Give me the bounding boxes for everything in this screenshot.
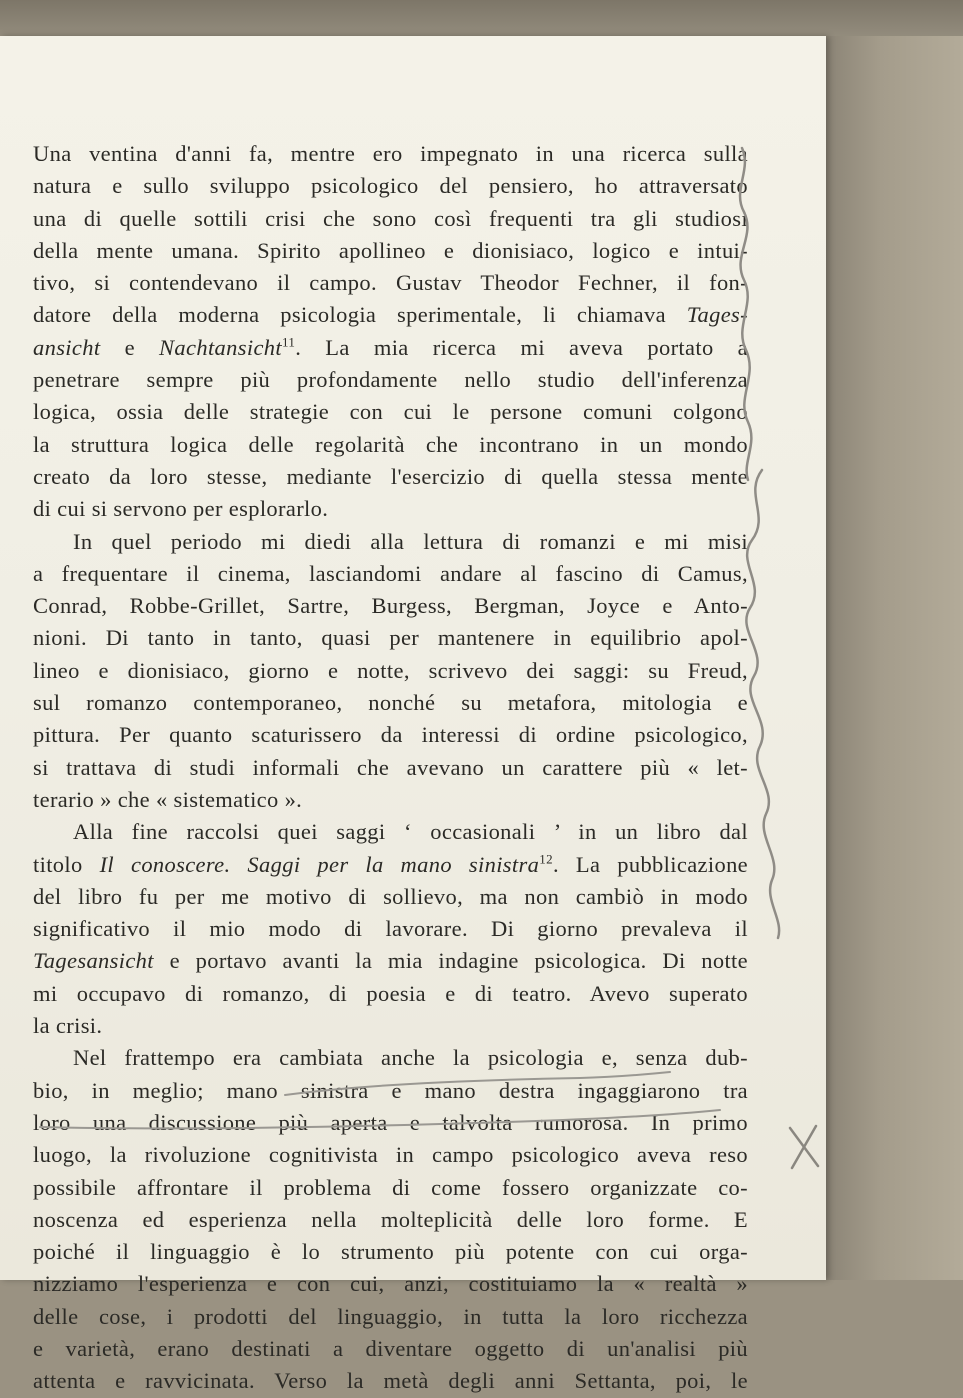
paragraph-3 <box>33 816 748 1042</box>
text-line: delle cose, i prodotti del linguaggio, in tutta la loro ricchezza <box>33 1303 748 1329</box>
text-segment: datore della moderna psicologia sperimentale, li chiamava <box>33 302 666 328</box>
text-line <box>33 849 748 881</box>
footnote-ref: 12 <box>539 851 553 867</box>
text-line <box>33 945 748 977</box>
italic-term: ansicht <box>33 334 101 360</box>
text-line: terario » che « sistematico ». <box>33 786 303 812</box>
text-line: mi occupavo di romanzo, di poesia e di teatro. Avevo superato <box>33 980 748 1006</box>
text-line: di cui si servono per esplorarlo. <box>33 496 329 522</box>
italic-term: Tages- <box>686 302 748 328</box>
text-line: si trattava di studi informali che avevano un carattere più « let- <box>33 754 748 780</box>
text-segment: e <box>124 334 135 360</box>
text-line: Conrad, Robbe-Grillet, Sartre, Burgess, Bergman, Joyce e Anto- <box>33 593 748 619</box>
text-line: sul romanzo contemporaneo, nonché su metafora, mitologia e <box>33 690 748 716</box>
text-line: del libro fu per me motivo di sollievo, ma non cambiò in modo <box>33 883 748 909</box>
background-top <box>0 0 963 40</box>
text-line: nizziamo l'esperienza e con cui, anzi, costituiamo la « realtà » <box>33 1271 748 1297</box>
italic-term: Nachtansicht <box>159 334 282 360</box>
text-line: creato da loro stesse, mediante l'esercizio di quella stessa mente <box>33 463 748 489</box>
text-line: la crisi. <box>33 1013 103 1039</box>
footnote-ref: 11 <box>282 334 296 350</box>
page-edge <box>826 36 963 1280</box>
text-line: Una ventina d'anni fa, mentre ero impegnato in una ricerca sulla <box>33 141 748 166</box>
text-line: lineo e dionisiaco, giorno e notte, scrivevo dei saggi: su Freud, <box>33 657 748 683</box>
book-title: Il conoscere. Saggi per la mano sinistra <box>99 851 540 877</box>
text-line: logica, ossia delle strategie con cui le persone comuni colgono <box>33 399 748 425</box>
text-line: possibile affrontare il problema di come fossero organizzate co- <box>33 1174 748 1200</box>
text-line <box>33 332 748 364</box>
paragraph-4 <box>33 1042 748 1397</box>
text-line: luogo, la rivoluzione cognitivista in campo psicologico aveva reso <box>33 1142 748 1168</box>
text-line: una di quelle sottili crisi che sono così frequenti tra gli studiosi <box>33 205 748 231</box>
body-text <box>33 138 748 1398</box>
text-segment: . La mia ricerca mi aveva portato a <box>295 334 748 360</box>
text-line: tivo, si contendevano il campo. Gustav Theodor Fechner, il fon- <box>33 270 748 296</box>
text-line: loro una discussione più aperta e talvolta rumorosa. In primo <box>33 1109 748 1135</box>
italic-term: Tagesansicht <box>33 948 154 974</box>
paragraph-1 <box>33 138 748 526</box>
text-line <box>33 299 748 331</box>
text-segment: . La pubblicazione <box>552 851 749 877</box>
text-line: pittura. Per quanto scaturissero da interessi di ordine psicologico, <box>33 722 748 748</box>
text-segment: titolo <box>33 851 83 877</box>
text-line: penetrare sempre più profondamente nello studio dell'inferenza <box>33 367 748 393</box>
text-line: poiché il linguaggio è lo strumento più potente con cui orga- <box>33 1239 748 1265</box>
text-line: In quel periodo mi diedi alla lettura di romanzi e mi misi <box>73 528 748 554</box>
text-line: bio, in meglio; mano sinistra e mano destra ingaggiarono tra <box>33 1077 748 1103</box>
text-line: Nel frattempo era cambiata anche la psicologia e, senza dub- <box>73 1045 748 1071</box>
text-line: Alla fine raccolsi quei saggi ‘ occasionali ’ in un libro dal <box>73 819 748 845</box>
text-line: a frequentare il cinema, lasciandomi andare al fascino di Camus, <box>33 560 748 586</box>
text-line: natura e sullo sviluppo psicologico del pensiero, ho attraversato <box>33 173 748 199</box>
text-line: noscenza ed esperienza nella molteplicità delle loro forme. E <box>33 1206 748 1232</box>
text-line: significativo il mio modo di lavorare. Di giorno prevaleva il <box>33 916 748 942</box>
text-line: e varietà, erano destinati a diventare oggetto di un'analisi più <box>33 1335 748 1361</box>
text-line: attenta e ravvicinata. Verso la metà degli anni Settanta, poi, le <box>33 1368 748 1394</box>
text-line: della mente umana. Spirito apollineo e dionisiaco, logico e intui- <box>33 237 748 263</box>
text-line: nioni. Di tanto in tanto, quasi per mantenere in equilibrio apol- <box>33 625 748 651</box>
text-line: la struttura logica delle regolarità che incontrano in un mondo <box>33 431 748 457</box>
text-segment: e portavo avanti la mia indagine psicologica. Di notte <box>169 948 748 974</box>
paragraph-2 <box>33 526 748 817</box>
